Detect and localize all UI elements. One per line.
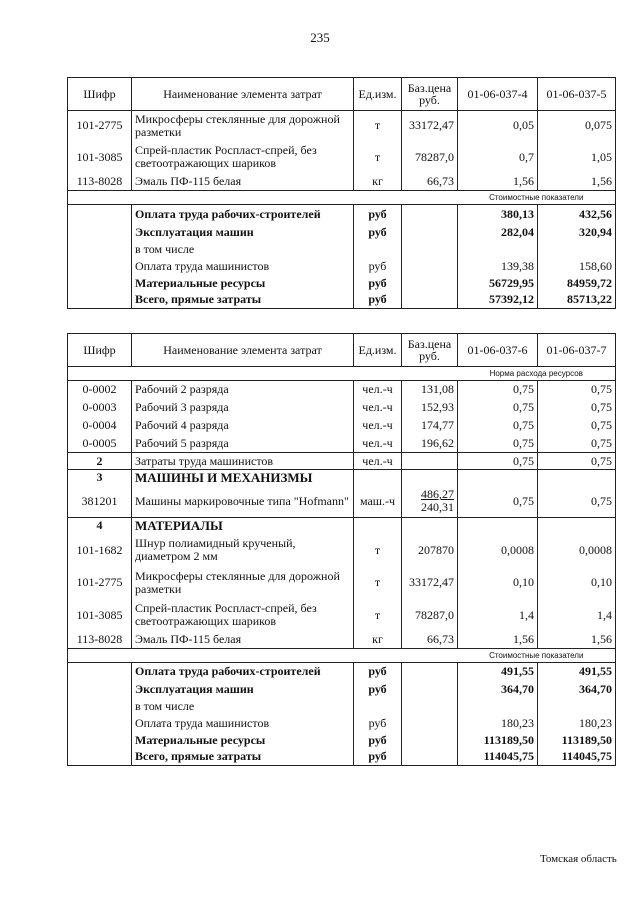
- header-base-price: Баз.цена руб.: [402, 78, 458, 111]
- total-unit: руб: [354, 205, 402, 224]
- total-name: Материальные ресурсы: [132, 275, 354, 292]
- row-unit: кг: [354, 174, 402, 191]
- section-title: МАШИНЫ И МЕХАНИЗМЫ: [132, 470, 354, 486]
- total-name: Оплата труда рабочих-строителей: [132, 205, 354, 224]
- row-value-2: 0,75: [538, 399, 616, 417]
- row-value-1: 0,75: [458, 417, 538, 435]
- total-unit: руб: [354, 275, 402, 292]
- row-price: 78287,0: [402, 599, 458, 632]
- row-unit: чел.-ч: [354, 417, 402, 435]
- total-value-1: 364,70: [458, 681, 538, 698]
- row-price: [402, 486, 458, 518]
- row-code: 101-1682: [68, 534, 132, 567]
- totals-row: [68, 292, 616, 309]
- row-value-2: 0,75: [538, 486, 616, 518]
- footer-region: Томская область: [540, 853, 617, 865]
- total-value-1: 180,23: [458, 715, 538, 732]
- header-code: Шифр: [68, 78, 132, 111]
- section-code: 4: [68, 518, 132, 534]
- row-unit: т: [354, 599, 402, 632]
- row-name: Рабочий 2 разряда: [132, 381, 354, 399]
- totals-row: [68, 663, 616, 681]
- total-unit: руб: [354, 715, 402, 732]
- row-code: 101-2775: [68, 567, 132, 599]
- table-row: [68, 174, 616, 191]
- row-unit: т: [354, 111, 402, 141]
- table-row: [68, 381, 616, 399]
- total-unit: руб: [354, 224, 402, 241]
- band-label: Стоимостные показатели: [458, 649, 616, 663]
- row-name: Рабочий 3 разряда: [132, 399, 354, 417]
- table-row: [68, 486, 616, 518]
- section-title: МАТЕРИАЛЫ: [132, 518, 354, 534]
- total-value-2: 432,56: [538, 205, 616, 224]
- row-code: 113-8028: [68, 632, 132, 649]
- row-name: Рабочий 5 разряда: [132, 435, 354, 453]
- table-row: [68, 599, 616, 632]
- row-unit: маш.-ч: [354, 486, 402, 518]
- row-name: Микросферы стеклянные для дорожной разметки: [132, 567, 354, 599]
- total-value-2: 158,60: [538, 258, 616, 275]
- row-price: 196,62: [402, 435, 458, 453]
- row-value-1: 0,75: [458, 453, 538, 470]
- table-row: [68, 534, 616, 567]
- row-value-1: 0,7: [458, 141, 538, 174]
- totals-row: [68, 275, 616, 292]
- total-unit: руб: [354, 681, 402, 698]
- row-price: 174,77: [402, 417, 458, 435]
- row-value-1: 0,75: [458, 486, 538, 518]
- row-unit: т: [354, 534, 402, 567]
- price-primary: 486,27: [421, 487, 454, 502]
- table-header: [68, 334, 616, 367]
- row-value-2: 0,75: [538, 435, 616, 453]
- row-unit: кг: [354, 632, 402, 649]
- row-code: 0-0002: [68, 381, 132, 399]
- table-row: [68, 567, 616, 599]
- row-value-2: 1,4: [538, 599, 616, 632]
- row-name: Микросферы стеклянные для дорожной разметки: [132, 111, 354, 141]
- cost-table-1: [67, 77, 616, 309]
- total-value-2: 85713,22: [538, 292, 616, 309]
- row-value-2: 0,075: [538, 111, 616, 141]
- totals-row: [68, 698, 616, 715]
- header-name: Наименование элемента затрат: [132, 334, 354, 367]
- price-secondary: 240,31: [421, 500, 454, 515]
- table-row: [68, 435, 616, 453]
- total-value-2: 364,70: [538, 681, 616, 698]
- total-name: Оплата труда рабочих-строителей: [132, 663, 354, 681]
- row-code: 2: [68, 453, 132, 470]
- band-label: Стоимостные показатели: [458, 191, 616, 205]
- total-name: Всего, прямые затраты: [132, 292, 354, 309]
- table-row: [68, 632, 616, 649]
- total-name: Оплата труда машинистов: [132, 258, 354, 275]
- totals-row: [68, 715, 616, 732]
- total-value-1: 282,04: [458, 224, 538, 241]
- total-value-1: 491,55: [458, 663, 538, 681]
- row-value-2: 0,75: [538, 453, 616, 470]
- row-price: 131,08: [402, 381, 458, 399]
- total-value-2: 491,55: [538, 663, 616, 681]
- band-row: [68, 367, 616, 381]
- total-name: Эксплуатация машин: [132, 224, 354, 241]
- header-col1: 01-06-037-4: [458, 78, 538, 111]
- total-name: Всего, прямые затраты: [132, 749, 354, 766]
- row-value-2: 0,0008: [538, 534, 616, 567]
- row-price: 66,73: [402, 632, 458, 649]
- row-unit: чел.-ч: [354, 381, 402, 399]
- total-value-2: 180,23: [538, 715, 616, 732]
- totals-row: [68, 224, 616, 241]
- table-row: [68, 417, 616, 435]
- total-unit: руб: [354, 663, 402, 681]
- row-name: Эмаль ПФ-115 белая: [132, 632, 354, 649]
- table-row: [68, 141, 616, 174]
- row-value-1: 1,56: [458, 174, 538, 191]
- header-col2: 01-06-037-7: [538, 334, 616, 367]
- row-code: 381201: [68, 486, 132, 518]
- row-name: Машины маркировочные типа "Hofmann": [132, 486, 354, 518]
- total-name: Эксплуатация машин: [132, 681, 354, 698]
- total-value-1: 57392,12: [458, 292, 538, 309]
- row-value-1: 0,05: [458, 111, 538, 141]
- cost-table-2: [67, 333, 616, 766]
- section-row: [68, 470, 616, 486]
- row-price: 66,73: [402, 174, 458, 191]
- row-value-1: 0,10: [458, 567, 538, 599]
- header-unit: Ед.изм.: [354, 334, 402, 367]
- total-value-1: 139,38: [458, 258, 538, 275]
- total-name: в том числе: [132, 241, 354, 258]
- row-value-1: 0,75: [458, 435, 538, 453]
- totals-row: [68, 241, 616, 258]
- total-unit: руб: [354, 292, 402, 309]
- total-unit: руб: [354, 749, 402, 766]
- total-value-1: 380,13: [458, 205, 538, 224]
- band-label: Норма расхода ресурсов: [458, 367, 616, 381]
- row-price: 152,93: [402, 399, 458, 417]
- totals-row: [68, 258, 616, 275]
- row-code: 101-3085: [68, 141, 132, 174]
- row-name: Рабочий 4 разряда: [132, 417, 354, 435]
- row-price: 33172,47: [402, 567, 458, 599]
- row-name: Спрей-пластик Роспласт-спрей, без светоотражающих шариков: [132, 141, 354, 174]
- table-header: [68, 78, 616, 111]
- table-row: [68, 453, 616, 470]
- row-value-2: 0,75: [538, 381, 616, 399]
- row-name: Спрей-пластик Роспласт-спрей, без светоотражающих шариков: [132, 599, 354, 632]
- total-unit: руб: [354, 258, 402, 275]
- totals-row: [68, 205, 616, 224]
- section-row: [68, 518, 616, 534]
- total-name: Оплата труда машинистов: [132, 715, 354, 732]
- totals-row: [68, 732, 616, 749]
- table-row: [68, 111, 616, 141]
- header-code: Шифр: [68, 334, 132, 367]
- row-value-2: 1,56: [538, 174, 616, 191]
- row-code: 101-3085: [68, 599, 132, 632]
- total-value-2: 113189,50: [538, 732, 616, 749]
- total-name: Материальные ресурсы: [132, 732, 354, 749]
- row-unit: чел.-ч: [354, 399, 402, 417]
- row-value-1: 0,0008: [458, 534, 538, 567]
- total-unit: руб: [354, 732, 402, 749]
- row-price: 207870: [402, 534, 458, 567]
- row-unit: т: [354, 567, 402, 599]
- total-value-2: 320,94: [538, 224, 616, 241]
- header-col2: 01-06-037-5: [538, 78, 616, 111]
- band-row: [68, 191, 616, 205]
- total-value-1: 114045,75: [458, 749, 538, 766]
- total-value-1: 56729,95: [458, 275, 538, 292]
- row-value-2: 0,75: [538, 417, 616, 435]
- totals-row: [68, 749, 616, 766]
- row-value-2: 1,05: [538, 141, 616, 174]
- header-unit: Ед.изм.: [354, 78, 402, 111]
- row-code: 0-0003: [68, 399, 132, 417]
- total-value-2: 84959,72: [538, 275, 616, 292]
- total-name: в том числе: [132, 698, 354, 715]
- totals-row: [68, 681, 616, 698]
- row-price: 33172,47: [402, 111, 458, 141]
- row-value-1: 0,75: [458, 399, 538, 417]
- band-row: [68, 649, 616, 663]
- row-code: 0-0004: [68, 417, 132, 435]
- row-name: Эмаль ПФ-115 белая: [132, 174, 354, 191]
- header-col1: 01-06-037-6: [458, 334, 538, 367]
- row-unit: т: [354, 141, 402, 174]
- total-value-2: 114045,75: [538, 749, 616, 766]
- row-value-2: 0,10: [538, 567, 616, 599]
- section-code: 3: [68, 470, 132, 486]
- table-row: [68, 399, 616, 417]
- row-value-1: 0,75: [458, 381, 538, 399]
- row-price: 78287,0: [402, 141, 458, 174]
- page-number: 235: [310, 30, 330, 45]
- row-value-1: 1,4: [458, 599, 538, 632]
- row-value-1: 1,56: [458, 632, 538, 649]
- header-name: Наименование элемента затрат: [132, 78, 354, 111]
- row-code: 113-8028: [68, 174, 132, 191]
- row-name: Шнур полиамидный крученый, диаметром 2 мм: [132, 534, 354, 567]
- row-name: Затраты труда машинистов: [132, 453, 354, 470]
- row-value-2: 1,56: [538, 632, 616, 649]
- total-value-1: 113189,50: [458, 732, 538, 749]
- row-unit: чел.-ч: [354, 453, 402, 470]
- row-code: 101-2775: [68, 111, 132, 141]
- header-base-price: Баз.цена руб.: [402, 334, 458, 367]
- row-unit: чел.-ч: [354, 435, 402, 453]
- row-code: 0-0005: [68, 435, 132, 453]
